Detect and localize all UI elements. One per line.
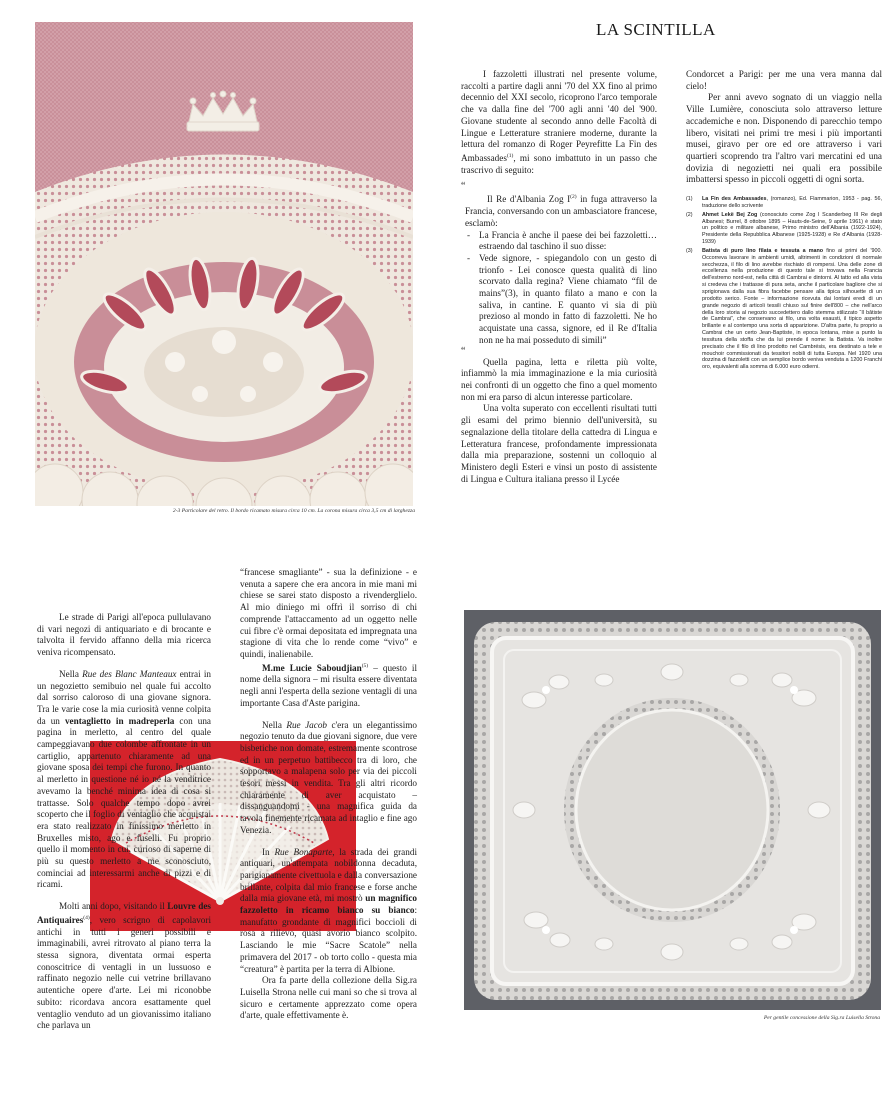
intro-paragraph: I fazzoletti illustrati nel presente volume, raccolti a partire dagli anni '70 del XX fino al primo decennio del XXI secolo, ricoprono l'arco temporale che va dalla fine del '700 agli anni '40 del '900. Giovane studente al secondo anno delle Facoltà di Lingue e Letterature straniere moderne, durante la lettura del romanzo di Roger Peyrefitte La Fin des Ambassades$^{(1)}$, mi sono imbattuto in un passo che trascrivo di seguito: bbox=[461, 69, 657, 175]
quote-open-mark: “ bbox=[461, 181, 466, 193]
bottom-column-2 bbox=[240, 567, 417, 1022]
quote-list bbox=[465, 230, 657, 347]
footnotes bbox=[686, 196, 882, 371]
top-column-2 bbox=[686, 69, 882, 373]
quote-item: - Vede signore, - spiegandolo con un gesto di trionfo - Lei conosce questa qualità di lino scorvato dalla regina? Viene chiamato “fil de mains”(3), in quanto filato a mano e con la saliva, in cantine. E quanto vi sia di più prezioso al mondo in fatto di fazzoletti. Ne ho acquistate una cassa, signore, ed il Re d'Italia non ne ha mai posseduto di simili” bbox=[465, 253, 657, 347]
paragraph: Nella Rue Jacob c'era un elegantissimo negozio tenuto da due giovani signore, due vere bisbetiche non domate, estremamente scontrose ed in un perpetuo battibecco tra di loro, che sopportavo a malapena solo per via dei piccoli tesori messi in vendita. Tra gli altri ricordo chiaramente di aver acquistato – dissanguandomi - una magnifica guida da tavola finemente ricamata ad intaglio e fine ago Venezia. bbox=[240, 719, 417, 835]
footnote: (1) La Fin des Ambassades, (romanzo), Ed. Flammarion, 1953 - pag. 56, traduzione dello scrivente bbox=[686, 196, 882, 209]
paragraph: Le strade di Parigi all'epoca pullulavano di vari negozi di antiquariato e di brocante e talvolta il fervido affanno della mia ricerca veniva ricompensato. bbox=[37, 612, 211, 658]
embroidery-photo bbox=[35, 22, 413, 506]
quote-block: Il Re d'Albania Zog $I^{(2)}$ in fuga attraverso la Francia, conversando con un ambasciatore francese, esclamò: - La Francia è anche il paese dei bei fazzoletti…estraendo dal taschino il suo disse: - Vede signore, - spiegandolo con un gesto di trionfo - Lei conosce questa qualità di lino scorvato dalla regina? Viene chiamato “fil de mains”(3), in quanto filato a mano e con la saliva, in cantine. E quanto vi sia di più prezioso al mondo in fatto di fazzoletti. Ne ho acquistate una cassa, signore, ed il Re d'Italia non ne ha mai posseduto di simili” bbox=[461, 192, 657, 346]
page-title: LA SCINTILLA bbox=[596, 20, 716, 39]
paragraph: M.me Lucie Saboudjian$^{(5)}$ – questo il nome della signora – mi risulta essere diventata negli anni l'esperta della sezione ventagli di una importante Casa d'Aste parigina. bbox=[240, 662, 418, 708]
paragraph: Una volta superato con eccellenti risultati tutti gli esami del primo biennio dell'università, su segnalazione della titolare della cattedra di Lingua e Letteratura francese, profondamente impressionata dalla mia preparazione, sostenni un colloquio al Ministero degli Esteri e vinsi un posto di assistente di Lingua e Cultura italiana presso il Lycée bbox=[461, 403, 657, 484]
paragraph: Per anni avevo sognato di un viaggio nella Ville Lumière, conosciuta solo attraverso letture accademiche e non. Disponendo di parecchio tempo libero, visitati nei primi tre mesi i più importanti musei, giravo per ore ed ore attraverso i vari quartieri scoprendo tra l'altro vari mercatini ed una dovizia di negozietti nei quali era possibile imbattersi spesso in piccoli oggetti di ogni sorta. bbox=[686, 92, 882, 185]
bottom-column-1 bbox=[37, 612, 211, 1032]
top-column-1 bbox=[461, 69, 657, 485]
paragraph: Ora fa parte della collezione della Sig.ra Luisella Strona nelle cui mani so che si trova al sicuro e certamente apprezzato come opera d'arte, quale effettivamente è. bbox=[240, 975, 417, 1021]
footnote: (3) Batista di puro lino filata e tessuta a mano fino ai primi del '900. Occorreva lavorare in ambienti umidi, altrimenti in condizioni di normale secchezza, il filo di lino avrebbe rischiato di rompersi. Una delle zone di eccellenza nella produzione di questo tale si trovava nella Francia dell'estremo nord-est, nella città di Cambrai e dintorni. Al tatto ed alla vista si credeva che i trattasse di pura seta, anche il particolare bagliore che si sprigionava dalla sua fibra facebbe pensare alla tipica silhouette di un prodotto serico. Fonte – informazione ricevuta dai lontani eredi di un grande negozio di articoli tessili chiuso sul finire dell'800 – che nell'arco della loro storia al negozio succedettero dallo stemma stilizzato “Il bâtiste de Cambrai”, che conservano ai filo, una volta esausti, il tipico aspetto brillante e al contempo una sorta di apparizione. D'altra parte, fu proprio a Cambrai che un certo Jean-Baptiste, in epoca lontana, mise a punto la tessitura della stoffa che da lui prende il nome: la Batista. Va inoltre precisato che il filo di lino prodotto nel Cambrésis, era destinato a tele e mouchoir commissionati da tessitori nobili di tutta Europa. Nel 1920 una dozzina di fazzoletti con un semplice bordo veniva venduta a 1200 Franchi oro, equivalenti alla somma di 6.000 euro odierni. bbox=[686, 247, 882, 371]
paragraph: “francese smagliante” - sua la definizione - e venuta a sapere che era ancora in mie mani mi chiese se sarei stato disposto a rivenderglielo. Al mio diniego mi offrì il sorriso di chi comprende l'attaccamento ad un oggetto nelle cui fibre c'è ormai depositata ed impregnata una stagione di vita che lo rende come “vivo” e quindi, inalienabile. bbox=[240, 567, 417, 659]
paragraph: Nella Rue des Blanc Manteaux entrai in un negozietto semibuio nel quale fui accolto dal sorriso caloroso di una giovane signora. Tra le varie cose la mia curiosità venne colpita da un ventaglietto in madreperla con una pagina in merletto, al centro del quale campeggiavano due colombe affrontate in un cartiglio, appartenuto chiaramente ad una giovane sposa dei tempi che furono. In quanto al merletto in questione né io né la venditrice avevamo la benché minima idea di cosa si trattasse. Solo qualche tempo dopo avrei scoperto che il foglio di ventaglio che acquistai era stato realizzato in finissimo merletto in Bruxelles misto, ago e fuselli. Fu proprio quello il momento in cui, curioso di saperne di più su questo merletto a me sconosciuto, cominciai ad interessarmi anche di pizzi e di ricami. bbox=[37, 668, 212, 890]
footnote: (2) Ahmet Lekë Bej Zog (conosciuto come Zog I Scanderbeg III Re degli Albanesi; Burrel, 8 ottobre 1895 – Hauts-de-Seine, 9 aprile 1961) è stato un politico e militare albanese, Primo ministro dell'Albania (1922-1924), Presidente della Repubblica Albanese (1925-1928) e Re d'Albania (1928-1939) bbox=[686, 211, 882, 246]
handkerchief-caption: Per gentile concessione della Sig.ra Luisella Strona bbox=[763, 1015, 880, 1021]
paragraph: Condorcet a Parigi: per me una vera manna dal cielo! bbox=[686, 69, 882, 91]
paragraph: In Rue Bonaparte, la strada dei grandi antiquari, un'attempata nobildonna decaduta, parigianamente civettuola e dalla conversazione brillante, colpita dal mio francese e forse anche dalla mia giovane età, mi mostrò un magnifico fazzoletto in ricamo bianco su bianco: manufatto grondante di magnifici boccioli di rosa a rilievo, quasi avorio bianco scolpito. Lasciando le mie “Sacre Scatole” nella primavera del 2017 - ob torto collo - questa mia “creatura” è partita per la terra di Albione. bbox=[240, 846, 417, 974]
paragraph: Molti anni dopo, visitando il Louvre des Antiquaires$^{(4)}$, vero scrigno di capolavori antichi in tutti i generi possibili e immaginabili, avrei ritrovato al piano terra la stessa signora, diventata ormai esperta conoscitrice di ventagli in un lussuoso e raffinato negozio nelle cui vetrine brillavano autentiche opere d'arte. Lei mi riconobbe subito: ricordava ancora esattamente quel ventaglio venduto ad un giovanissimo italiano che parlava un bbox=[37, 901, 211, 1031]
paragraph: Quella pagina, letta e riletta più volte, infiammò la mia immaginazione e la mia curiosità nei confronti di un oggetto che fino a quel momento non mi era parso di alcun interesse particolare. bbox=[461, 356, 657, 402]
embroidery-caption: 2-3 Particolare del retro. Il bordo ricamato misura circa 10 cm. La corona misura circa 3,5 cm di larghezza bbox=[172, 508, 415, 514]
handkerchief-photo bbox=[464, 610, 881, 1010]
quote-item: - La Francia è anche il paese dei bei fazzoletti…estraendo dal taschino il suo disse: bbox=[465, 230, 657, 253]
quote-close-mark: “ bbox=[461, 345, 466, 357]
